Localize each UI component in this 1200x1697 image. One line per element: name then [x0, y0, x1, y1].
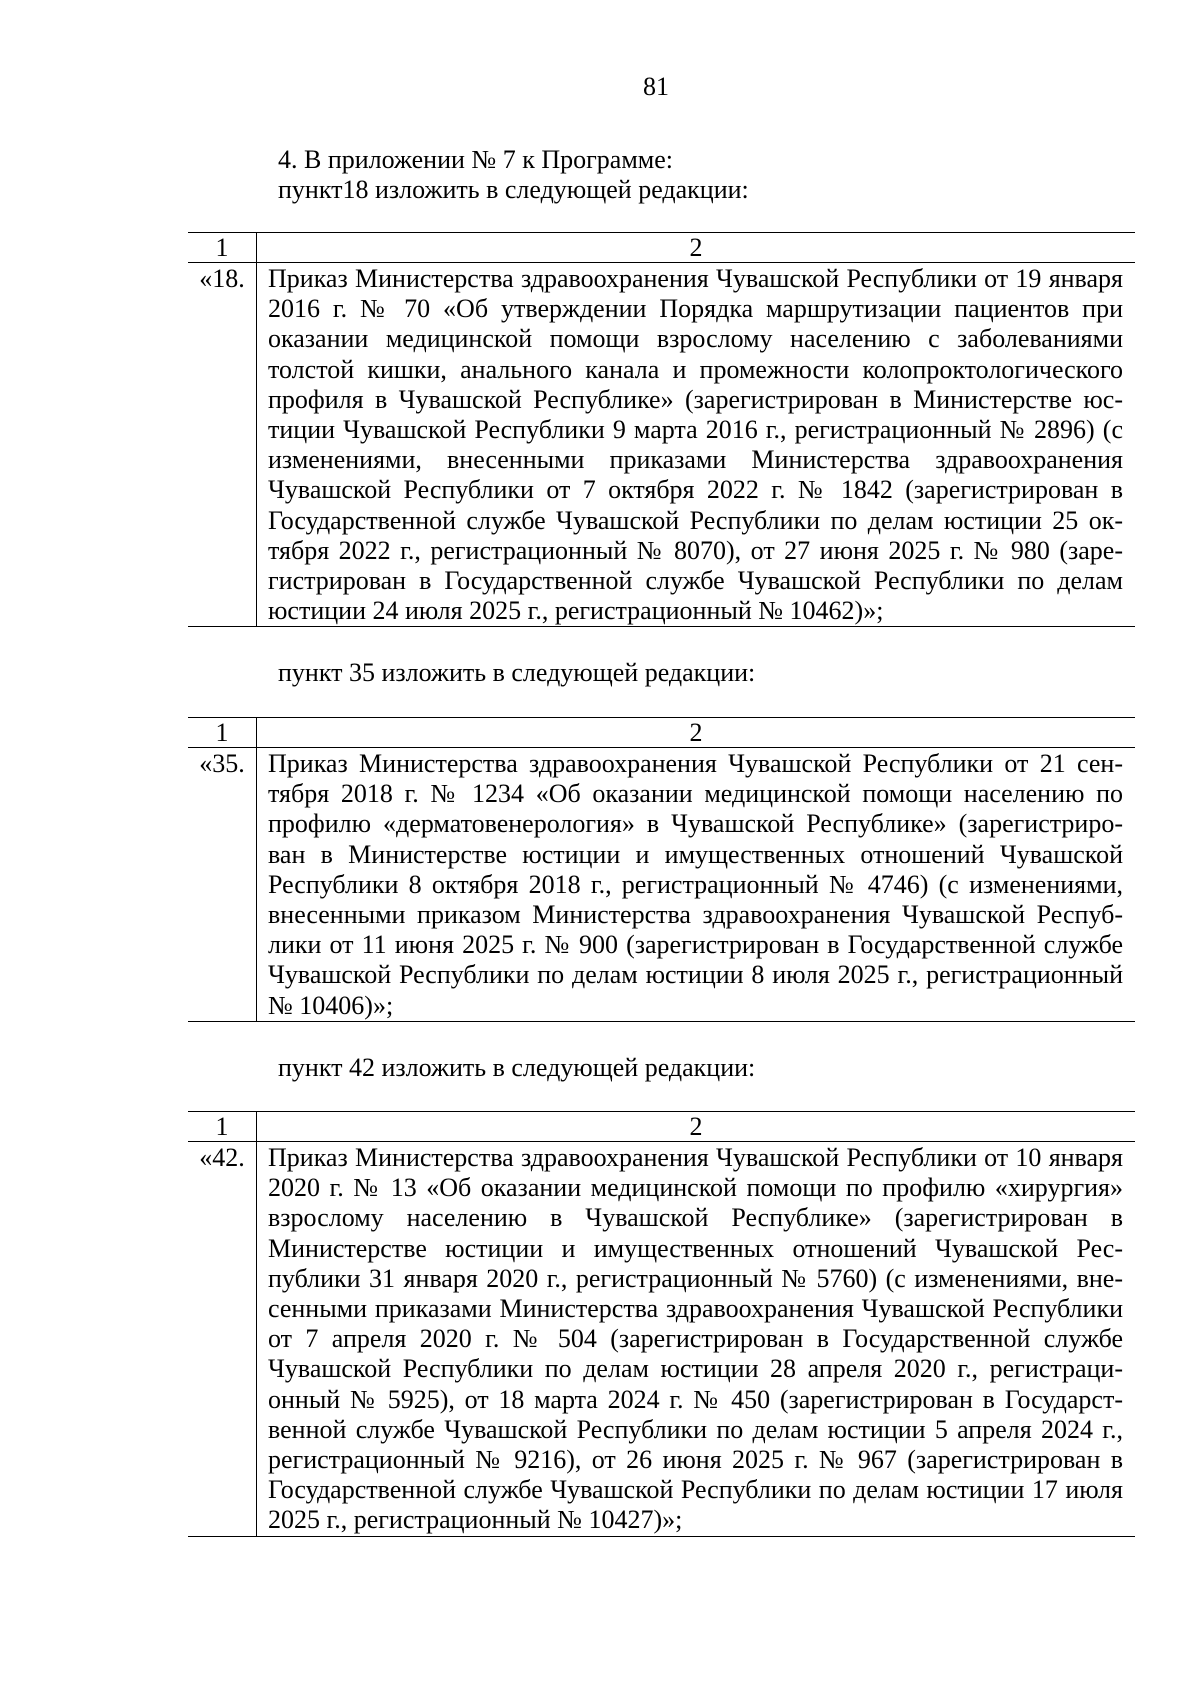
table-row — [188, 1142, 1135, 1537]
page-number: 81 — [643, 72, 669, 101]
item-text: Приказ Министерства здравоохранения Чувашской Республики от 19 января 2016 г. № 70 «Об утверждении Порядка маршрутизации пациентов при оказании медицинской помощи взрослому населению с заболеваниями толстой кишки, анального канала и промежности колопроктологического профиля в Чувашской Республике» (зарегистрирован в Министерстве юстиции Чувашской Республики 9 марта 2016 г., регистрационный № 2896) (с изменениями, внесенными приказами Министерства здравоохранения Чувашской Республики от 7 октября 2022 г. № 1842 (зарегистрирован в Государственной службе Чувашской Республики по делам юстиции 25 октября 2022 г., регистрационный № 8070), от 27 июня 2025 г. № 980 (зарегистрирован в Государственной службе Чувашской Республики по делам юстиции 24 июля 2025 г., регистрационный № 10462)»; — [257, 263, 1136, 627]
table-header-row — [188, 718, 1135, 748]
column-header-1: 1 — [188, 233, 257, 263]
column-header-2: 2 — [257, 718, 1136, 748]
item-number: «18. — [188, 263, 257, 627]
item-number: «42. — [188, 1142, 257, 1537]
amendment-intro-18: пункт18 изложить в следующей редакции: — [278, 175, 749, 204]
amendment-table-42 — [188, 1111, 1135, 1537]
table-header-row — [188, 233, 1135, 263]
column-header-2: 2 — [257, 233, 1136, 263]
amendment-table-35 — [188, 717, 1135, 1022]
item-text: Приказ Министерства здравоохранения Чувашской Республики от 10 января 2020 г. № 13 «Об оказании медицинской помощи по профилю «хирургия» взрослому населению в Чувашской Республике» (зарегистрирован в Министерстве юстиции и имущественных отношений Чувашской Республики 31 января 2020 г., регистрационный № 5760) (с изменениями, внесенными приказами Министерства здравоохранения Чувашской Республики от 7 апреля 2020 г. № 504 (зарегистрирован в Государственной службе Чувашской Республики по делам юстиции 28 апреля 2020 г., регистрационный № 5925), от 18 марта 2024 г. № 450 (зарегистрирован в Государственной службе Чувашской Республики по делам юстиции 5 апреля 2024 г., регистрационный № 9216), от 26 июня 2025 г. № 967 (зарегистрирован в Государственной службе Чувашской Республики по делам юстиции 17 июля 2025 г., регистрационный № 10427)»; — [257, 1142, 1136, 1537]
amendment-intro-42: пункт 42 изложить в следующей редакции: — [278, 1053, 756, 1082]
amendment-intro-35: пункт 35 изложить в следующей редакции: — [278, 658, 756, 687]
amendment-table-18 — [188, 232, 1135, 627]
table-row — [188, 748, 1135, 1022]
item-number: «35. — [188, 748, 257, 1022]
column-header-1: 1 — [188, 718, 257, 748]
item-text: Приказ Министерства здравоохранения Чувашской Республики от 21 сентября 2018 г. № 1234 «Об оказании медицинской помощи населению по профилю «дерматовенерология» в Чувашской Республике» (зарегистрирован в Министерстве юстиции и имущественных отношений Чувашской Республики 8 октября 2018 г., регистрационный № 4746) (с изменениями, внесенными приказом Министерства здравоохранения Чувашской Республики от 11 июня 2025 г. № 900 (зарегистрирован в Государственной службе Чувашской Республики по делам юстиции 8 июля 2025 г., регистрационный № 10406)»; — [257, 748, 1136, 1022]
section-heading: 4. В приложении № 7 к Программе: — [278, 145, 673, 174]
table-header-row — [188, 1112, 1135, 1142]
column-header-2: 2 — [257, 1112, 1136, 1142]
column-header-1: 1 — [188, 1112, 257, 1142]
table-row — [188, 263, 1135, 627]
